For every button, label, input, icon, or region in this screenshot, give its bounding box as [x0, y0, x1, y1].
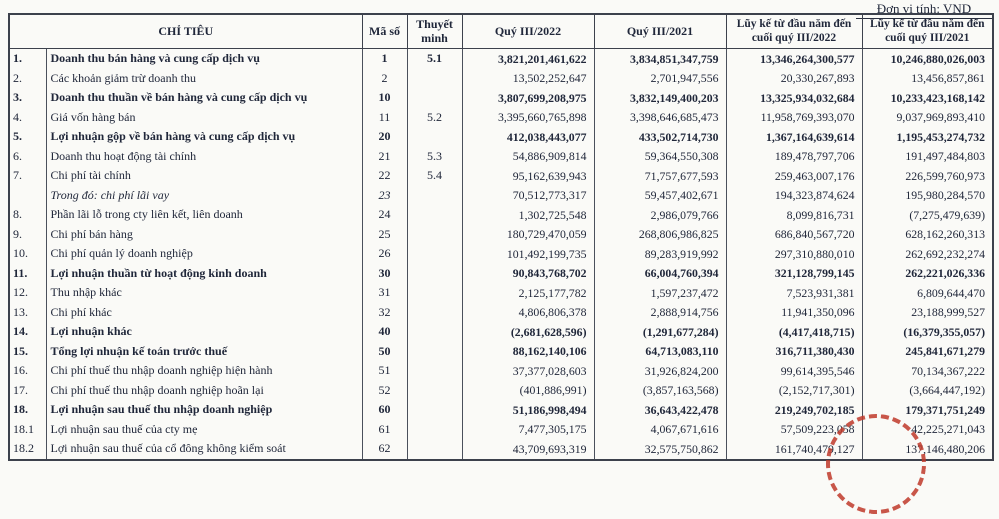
row-label: Chi phí thuế thu nhập doanh nghiệp hiện hành: [46, 361, 362, 381]
value-ytd-2022: 321,128,799,145: [726, 264, 862, 284]
row-code: 10: [362, 88, 407, 108]
value-q3-2022: 70,512,773,317: [462, 186, 594, 206]
table-row: [9, 147, 993, 167]
value-ytd-2022: 259,463,007,176: [726, 166, 862, 186]
row-number: 10.: [9, 244, 46, 264]
row-note: [407, 225, 462, 245]
value-ytd-2022: 13,346,264,300,577: [726, 49, 862, 69]
row-code: 21: [362, 147, 407, 167]
value-q3-2021: 3,398,646,685,473: [594, 108, 726, 128]
row-code: 62: [362, 439, 407, 460]
value-q3-2022: 54,886,909,814: [462, 147, 594, 167]
table-row: [9, 127, 993, 147]
value-ytd-2021: (16,379,355,057): [862, 322, 993, 342]
value-q3-2021: 3,834,851,347,759: [594, 49, 726, 69]
row-number: 16.: [9, 361, 46, 381]
value-ytd-2022: 1,367,164,639,614: [726, 127, 862, 147]
value-ytd-2021: 42,225,271,043: [862, 420, 993, 440]
row-number: 18.: [9, 400, 46, 420]
value-q3-2021: 268,806,986,825: [594, 225, 726, 245]
row-label: Doanh thu bán hàng và cung cấp dịch vụ: [46, 49, 362, 69]
value-q3-2021: 2,701,947,556: [594, 69, 726, 89]
value-q3-2021: 59,457,402,671: [594, 186, 726, 206]
row-note: [407, 322, 462, 342]
value-q3-2021: 59,364,550,308: [594, 147, 726, 167]
value-q3-2021: 89,283,919,992: [594, 244, 726, 264]
row-note: [407, 381, 462, 401]
row-label: Doanh thu thuần về bán hàng và cung cấp dịch vụ: [46, 88, 362, 108]
value-q3-2021: (1,291,677,284): [594, 322, 726, 342]
table-row: [9, 108, 993, 128]
row-code: 50: [362, 342, 407, 362]
value-ytd-2021: (3,664,447,192): [862, 381, 993, 401]
row-code: 23: [362, 186, 407, 206]
value-q3-2022: 3,807,699,208,975: [462, 88, 594, 108]
value-ytd-2021: 9,037,969,893,410: [862, 108, 993, 128]
row-code: 24: [362, 205, 407, 225]
row-number: 3.: [9, 88, 46, 108]
value-q3-2022: 4,806,806,378: [462, 303, 594, 323]
row-note: 5.1: [407, 49, 462, 69]
value-ytd-2022: 11,941,350,096: [726, 303, 862, 323]
value-q3-2022: 90,843,768,702: [462, 264, 594, 284]
value-ytd-2022: 297,310,880,010: [726, 244, 862, 264]
value-q3-2022: 101,492,199,735: [462, 244, 594, 264]
table-row: [9, 166, 993, 186]
row-number: 14.: [9, 322, 46, 342]
row-label: Lợi nhuận thuần từ hoạt động kinh doanh: [46, 264, 362, 284]
value-q3-2022: 37,377,028,603: [462, 361, 594, 381]
row-code: 31: [362, 283, 407, 303]
value-ytd-2022: 194,323,874,624: [726, 186, 862, 206]
row-note: 5.4: [407, 166, 462, 186]
value-q3-2022: 3,395,660,765,898: [462, 108, 594, 128]
value-ytd-2021: (7,275,479,639): [862, 205, 993, 225]
value-q3-2021: 64,713,083,110: [594, 342, 726, 362]
table-row: [9, 361, 993, 381]
value-q3-2021: 2,888,914,756: [594, 303, 726, 323]
row-code: 20: [362, 127, 407, 147]
table-row: [9, 205, 993, 225]
row-number: 6.: [9, 147, 46, 167]
value-ytd-2022: 57,509,223,058: [726, 420, 862, 440]
row-number: 15.: [9, 342, 46, 362]
table-body: [9, 49, 993, 460]
value-ytd-2022: 8,099,816,731: [726, 205, 862, 225]
row-note: [407, 342, 462, 362]
row-number: 2.: [9, 69, 46, 89]
row-number: 9.: [9, 225, 46, 245]
value-ytd-2022: 11,958,769,393,070: [726, 108, 862, 128]
value-ytd-2021: 1,195,453,274,732: [862, 127, 993, 147]
row-label: Chi phí bán hàng: [46, 225, 362, 245]
row-note: [407, 127, 462, 147]
value-ytd-2021: 179,371,751,249: [862, 400, 993, 420]
row-label: Chi phí thuế thu nhập doanh nghiệp hoãn lại: [46, 381, 362, 401]
row-note: 5.3: [407, 147, 462, 167]
row-code: 60: [362, 400, 407, 420]
row-label: Lợi nhuận khác: [46, 322, 362, 342]
header-ytd-2022: Lũy kế từ đầu năm đến cuối quý III/2022: [726, 14, 862, 49]
row-number: 17.: [9, 381, 46, 401]
value-q3-2021: 32,575,750,862: [594, 439, 726, 460]
header-code: Mã số: [362, 14, 407, 49]
row-label: Chi phí tài chính: [46, 166, 362, 186]
row-code: 26: [362, 244, 407, 264]
row-number: 4.: [9, 108, 46, 128]
value-q3-2022: 51,186,998,494: [462, 400, 594, 420]
value-q3-2021: 1,597,237,472: [594, 283, 726, 303]
row-code: 51: [362, 361, 407, 381]
row-number: 7.: [9, 166, 46, 186]
value-q3-2021: (3,857,163,568): [594, 381, 726, 401]
row-note: 5.2: [407, 108, 462, 128]
table-row: [9, 49, 993, 69]
table-row: [9, 244, 993, 264]
value-ytd-2021: 195,980,284,570: [862, 186, 993, 206]
row-number: 11.: [9, 264, 46, 284]
row-number: 13.: [9, 303, 46, 323]
value-ytd-2021: 262,692,232,274: [862, 244, 993, 264]
value-q3-2022: 3,821,201,461,622: [462, 49, 594, 69]
row-number: [9, 186, 46, 206]
value-q3-2022: 43,709,693,319: [462, 439, 594, 460]
row-note: [407, 205, 462, 225]
row-number: 18.2: [9, 439, 46, 460]
table-row: [9, 342, 993, 362]
row-code: 25: [362, 225, 407, 245]
row-label: Giá vốn hàng bán: [46, 108, 362, 128]
value-ytd-2021: 191,497,484,803: [862, 147, 993, 167]
value-ytd-2022: 13,325,934,032,684: [726, 88, 862, 108]
row-number: 5.: [9, 127, 46, 147]
value-ytd-2021: 10,233,423,168,142: [862, 88, 993, 108]
value-ytd-2022: 316,711,380,430: [726, 342, 862, 362]
value-ytd-2021: 262,221,026,336: [862, 264, 993, 284]
row-note: [407, 264, 462, 284]
row-label: Thu nhập khác: [46, 283, 362, 303]
row-code: 32: [362, 303, 407, 323]
row-label: Tổng lợi nhuận kế toán trước thuế: [46, 342, 362, 362]
value-q3-2021: 2,986,079,766: [594, 205, 726, 225]
row-note: [407, 361, 462, 381]
row-label: Phần lãi lỗ trong cty liên kết, liên doanh: [46, 205, 362, 225]
value-q3-2022: 180,729,470,059: [462, 225, 594, 245]
value-ytd-2021: 10,246,880,026,003: [862, 49, 993, 69]
table-row: [9, 88, 993, 108]
value-q3-2021: 4,067,671,616: [594, 420, 726, 440]
row-label: Lợi nhuận sau thuế của cty mẹ: [46, 420, 362, 440]
table-row: [9, 381, 993, 401]
header-q3-2021: Quý III/2021: [594, 14, 726, 49]
row-label: Chi phí quản lý doanh nghiệp: [46, 244, 362, 264]
value-q3-2022: 95,162,639,943: [462, 166, 594, 186]
value-q3-2022: 2,125,177,782: [462, 283, 594, 303]
table-row: [9, 186, 993, 206]
table-row: [9, 322, 993, 342]
row-number: 12.: [9, 283, 46, 303]
table-row: [9, 264, 993, 284]
row-label: Lợi nhuận sau thuế của cổ đông không kiểm soát: [46, 439, 362, 460]
row-note: [407, 283, 462, 303]
row-code: 52: [362, 381, 407, 401]
value-q3-2022: 13,502,252,647: [462, 69, 594, 89]
value-q3-2022: 1,302,725,548: [462, 205, 594, 225]
row-code: 11: [362, 108, 407, 128]
value-q3-2021: 31,926,824,200: [594, 361, 726, 381]
value-ytd-2021: 137,146,480,206: [862, 439, 993, 460]
table-header: [9, 14, 993, 49]
value-q3-2021: 433,502,714,730: [594, 127, 726, 147]
value-ytd-2022: 219,249,702,185: [726, 400, 862, 420]
row-note: [407, 186, 462, 206]
row-note: [407, 400, 462, 420]
unit-label: Đơn vị tính: VND: [856, 1, 992, 19]
value-ytd-2022: (4,417,418,715): [726, 322, 862, 342]
income-statement-table: [8, 13, 994, 461]
value-ytd-2021: 226,599,760,973: [862, 166, 993, 186]
table-row: [9, 225, 993, 245]
value-ytd-2021: 245,841,671,279: [862, 342, 993, 362]
value-q3-2022: 88,162,140,106: [462, 342, 594, 362]
header-note: Thuyết minh: [407, 14, 462, 49]
value-ytd-2021: 23,188,999,527: [862, 303, 993, 323]
row-note: [407, 439, 462, 460]
value-ytd-2022: (2,152,717,301): [726, 381, 862, 401]
header-q3-2022: Quý III/2022: [462, 14, 594, 49]
row-number: 8.: [9, 205, 46, 225]
row-code: 22: [362, 166, 407, 186]
value-ytd-2021: 13,456,857,861: [862, 69, 993, 89]
value-q3-2021: 66,004,760,394: [594, 264, 726, 284]
value-ytd-2022: 189,478,797,706: [726, 147, 862, 167]
table-row: [9, 69, 993, 89]
row-note: [407, 88, 462, 108]
table-row: [9, 303, 993, 323]
row-note: [407, 69, 462, 89]
row-number: 18.1: [9, 420, 46, 440]
row-code: 30: [362, 264, 407, 284]
row-label: Trong đó: chi phí lãi vay: [46, 186, 362, 206]
row-label: Lợi nhuận sau thuế thu nhập doanh nghiệp: [46, 400, 362, 420]
value-ytd-2021: 70,134,367,222: [862, 361, 993, 381]
row-code: 40: [362, 322, 407, 342]
value-q3-2022: 412,038,443,077: [462, 127, 594, 147]
header-row: [9, 14, 993, 49]
row-label: Doanh thu hoạt động tài chính: [46, 147, 362, 167]
row-label: Chi phí khác: [46, 303, 362, 323]
value-ytd-2022: 20,330,267,893: [726, 69, 862, 89]
row-code: 2: [362, 69, 407, 89]
value-q3-2021: 71,757,677,593: [594, 166, 726, 186]
row-note: [407, 303, 462, 323]
header-ytd-2021: Lũy kế từ đầu năm đến cuối quý III/2021: [862, 14, 993, 49]
row-code: 61: [362, 420, 407, 440]
value-q3-2022: (2,681,628,596): [462, 322, 594, 342]
value-ytd-2022: 161,740,479,127: [726, 439, 862, 460]
row-label: Các khoản giảm trừ doanh thu: [46, 69, 362, 89]
value-q3-2022: 7,477,305,175: [462, 420, 594, 440]
value-ytd-2022: 7,523,931,381: [726, 283, 862, 303]
header-criteria: CHỈ TIÊU: [9, 14, 362, 49]
value-q3-2022: (401,886,991): [462, 381, 594, 401]
value-ytd-2022: 99,614,395,546: [726, 361, 862, 381]
value-ytd-2021: 628,162,260,313: [862, 225, 993, 245]
row-code: 1: [362, 49, 407, 69]
value-ytd-2021: 6,809,644,470: [862, 283, 993, 303]
value-q3-2021: 3,832,149,400,203: [594, 88, 726, 108]
table-row: [9, 400, 993, 420]
value-q3-2021: 36,643,422,478: [594, 400, 726, 420]
row-note: [407, 420, 462, 440]
table-row: [9, 283, 993, 303]
value-ytd-2022: 686,840,567,720: [726, 225, 862, 245]
row-label: Lợi nhuận gộp về bán hàng và cung cấp dịch vụ: [46, 127, 362, 147]
row-number: 1.: [9, 49, 46, 69]
row-note: [407, 244, 462, 264]
